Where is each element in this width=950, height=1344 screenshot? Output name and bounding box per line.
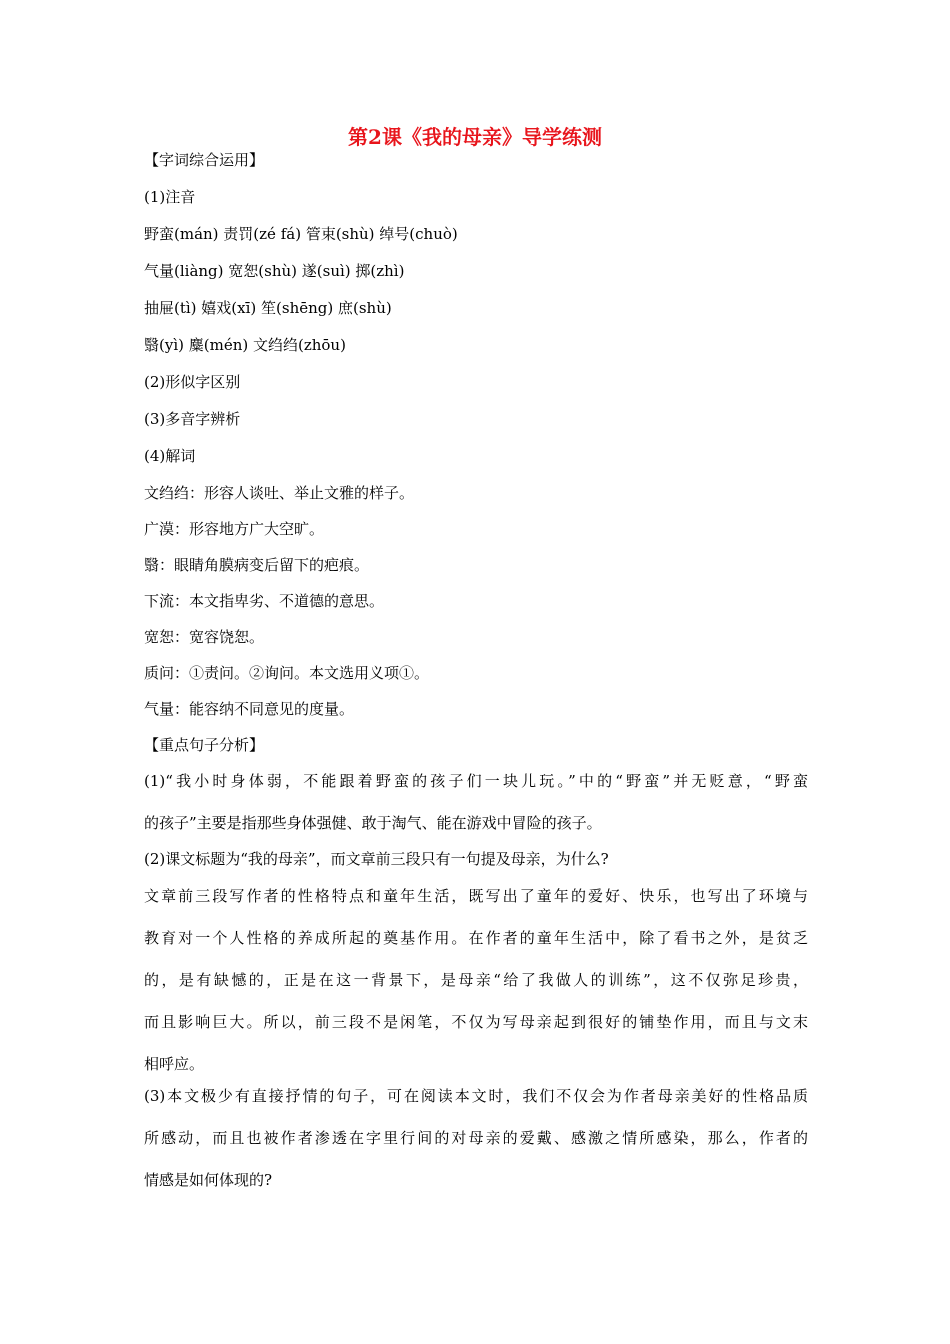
answer-2-line: 相呼应。	[144, 1055, 205, 1073]
answer-2-line: 而且影响巨大。所以，前三段不是闲笔，不仅为写母亲起到很好的铺垫作用，而且与文末	[144, 1013, 808, 1031]
question-3-line: 情感是如何体现的?	[144, 1171, 273, 1189]
question-3-line: 所感动，而且也被作者渗透在字里行间的对母亲的爱戴、感激之情所感染，那么，作者的	[144, 1129, 808, 1147]
question-1-line: 的孩子”主要是指那些身体强健、敢于淘气、能在游戏中冒险的孩子。	[144, 814, 602, 832]
pinyin-line: 翳(yì) 麋(mén) 文绉绉(zhōu)	[144, 336, 346, 354]
question-3	[144, 1086, 808, 1190]
answer-2-line: 教育对一个人性格的养成所起的奠基作用。在作者的童年生活中，除了看书之外，是贫乏	[144, 929, 808, 947]
definition-item: 气量：能容纳不同意见的度量。	[144, 700, 355, 718]
definition-item: 下流：本文指卑劣、不道德的意思。	[144, 592, 385, 610]
subheading-similar-characters: (2)形似字区别	[144, 373, 241, 391]
question-2: (2)课文标题为“我的母亲”，而文章前三段只有一句提及母亲，为什么?	[144, 850, 609, 868]
definition-item: 宽恕：宽容饶恕。	[144, 628, 265, 646]
subheading-polyphonic-characters: (3)多音字辨析	[144, 410, 241, 428]
definition-item: 翳：眼睛角膜病变后留下的疤痕。	[144, 556, 370, 574]
definition-item: 文绉绉：形容人谈吐、举止文雅的样子。	[144, 484, 415, 502]
question-1	[144, 771, 808, 833]
section-heading-key-sentences: 【重点句子分析】	[144, 736, 265, 754]
question-1-line: (1)“我小时身体弱，不能跟着野蛮的孩子们一块儿玩。”中的“野蛮”并无贬意，“野蛮	[144, 772, 808, 790]
subheading-word-definitions: (4)解词	[144, 447, 196, 465]
answer-2-line: 文章前三段写作者的性格特点和童年生活，既写出了童年的爱好、快乐，也写出了环境与	[144, 887, 808, 905]
pinyin-line: 抽屉(tì) 嬉戏(xī) 笙(shēng) 庶(shù)	[144, 299, 392, 317]
page-title: 第2课《我的母亲》导学练测	[348, 125, 602, 149]
definition-item: 质问：①责问。②询问。本文选用义项①。	[144, 664, 430, 682]
section-heading-vocabulary: 【字词综合运用】	[144, 151, 265, 169]
answer-2-line: 的，是有缺憾的，正是在这一背景下，是母亲“给了我做人的训练”，这不仅弥足珍贵，	[144, 971, 808, 989]
definition-item: 广漠：形容地方广大空旷。	[144, 520, 325, 538]
subheading-pronunciation: (1)注音	[144, 188, 196, 206]
pinyin-line: 气量(liàng) 宽恕(shù) 遂(suì) 掷(zhì)	[144, 262, 405, 280]
answer-2	[144, 886, 808, 1074]
question-3-line: (3)本文极少有直接抒情的句子，可在阅读本文时，我们不仅会为作者母亲美好的性格品质	[144, 1087, 808, 1105]
pinyin-line: 野蛮(mán) 责罚(zé fá) 管束(shù) 绰号(chuò)	[144, 225, 458, 243]
